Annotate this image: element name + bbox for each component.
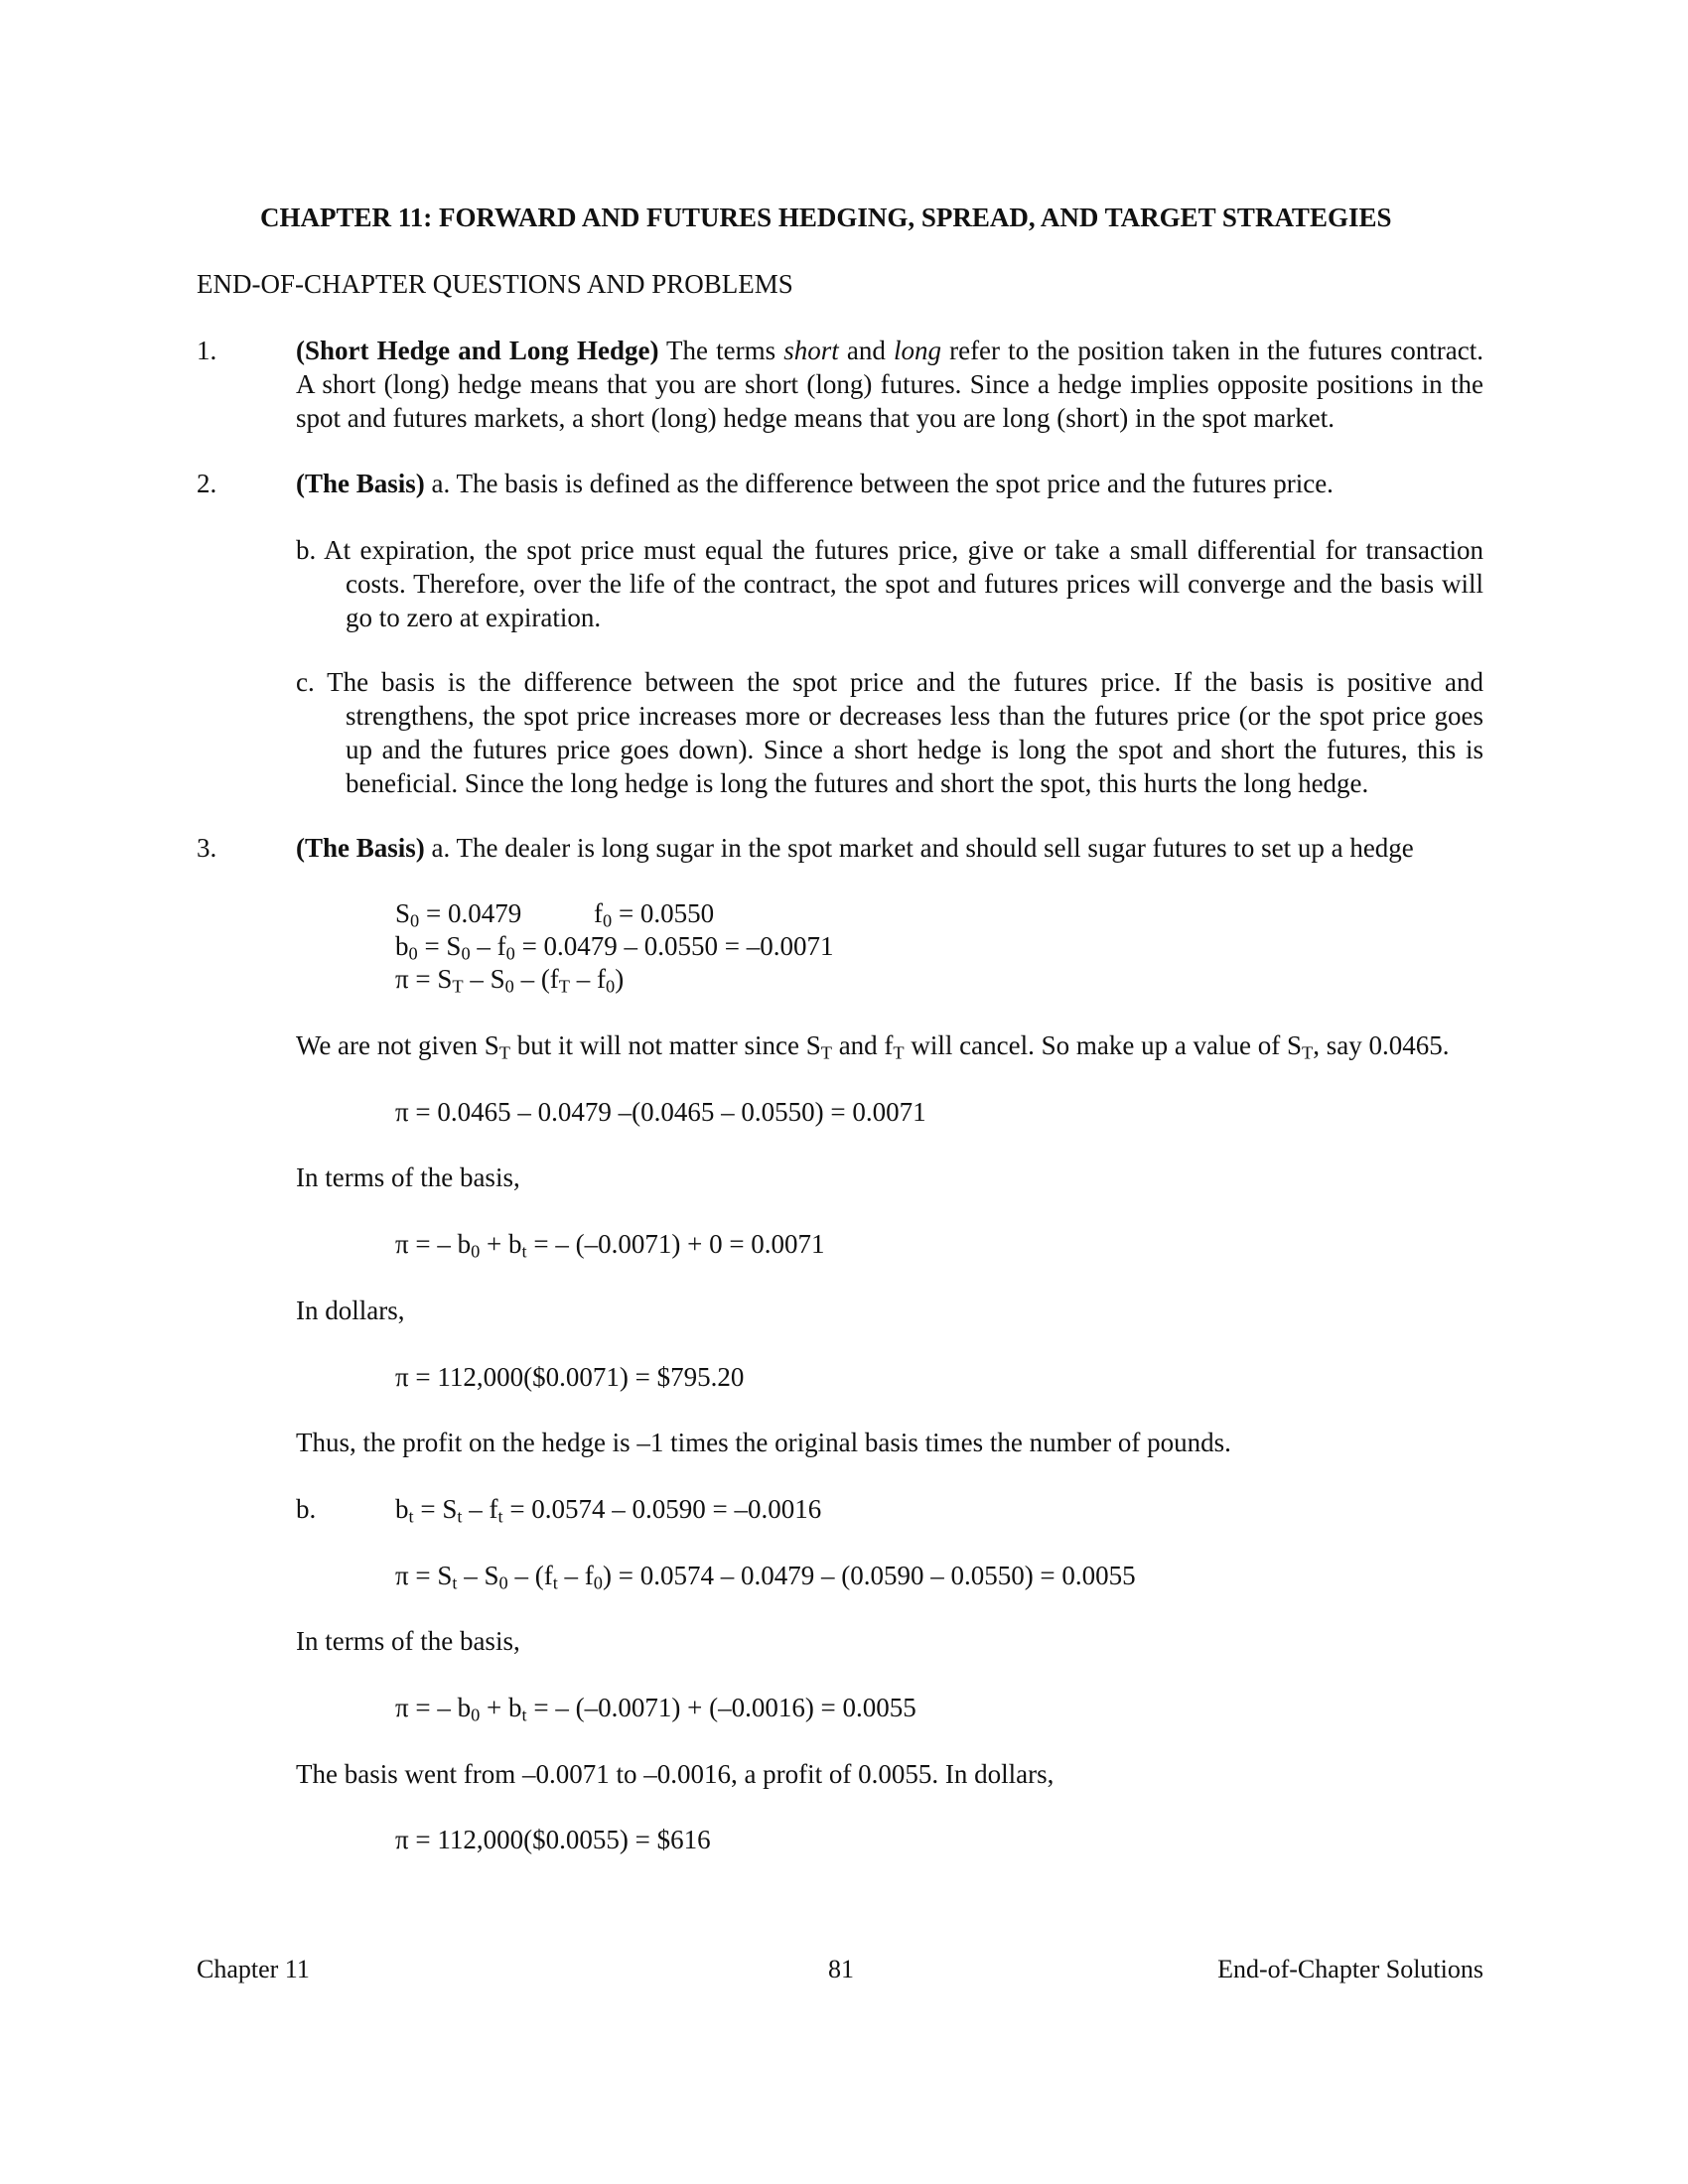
in-terms-of-basis-label-2: In terms of the basis, [296, 1626, 520, 1656]
equation-pi-numeric: π = 0.0465 – 0.0479 –(0.0465 – 0.0550) = 0.0071 [395, 1097, 926, 1127]
not-given-sentence: We are not given $S_T$ but it will not matter since $S_T$ and $f_T$ will cancel. So make up a value of $S_T$, say 0.0465. [296, 1030, 1450, 1063]
question-1-text-part: and [838, 336, 894, 365]
in-terms-of-basis-label: In terms of the basis, [296, 1162, 520, 1192]
equation-s0: $S_0 = 0.0479$ [395, 898, 522, 931]
equation-pi-basis: π = – $b_0 + b_t$ = – (–0.0071) + 0 = 0.0071 [395, 1229, 825, 1262]
equation-rhs: = – (–0.0071) + (–0.0016) = 0.0055 [526, 1693, 916, 1722]
question-1-label: (Short Hedge and Long Hedge) [296, 336, 659, 365]
sentence-part: , say 0.0465. [1313, 1030, 1450, 1060]
equation-pi-dollars: π = 112,000($0.0071) = $795.20 [395, 1362, 745, 1392]
question-3-number: 3. [197, 833, 217, 863]
sentence-part: but it will not matter since S [510, 1030, 821, 1060]
question-3-label: (The Basis) [296, 833, 425, 863]
footer-left: Chapter 11 [197, 1955, 310, 1983]
question-1-text-part: The terms [658, 336, 784, 365]
question-1-short-term: short [783, 336, 839, 365]
page-number: 81 [828, 1955, 854, 1983]
equation-rhs: = 0.0574 – 0.0590 = –0.0016 [502, 1494, 822, 1524]
question-3-part-a-text: a. The dealer is long sugar in the spot market and should sell sugar futures to set up a hedge [424, 833, 1414, 863]
equation-pi-definition: $\pi = S_T - S_0 - (f_T - f_0)$ [395, 964, 625, 997]
question-2-label: (The Basis) [296, 469, 425, 498]
question-2-part-c: c. The basis is the difference between the spot price and the futures price. If the basis is positive and strengthens, the spot price increases more or decreases less than the futures price (or the spot price goes up and the futures price goes down). Since a short hedge is long the spot and short the futures, this is beneficial. Since the long hedge is long the futures and short the spot, this hurts the long hedge. [296, 667, 1483, 798]
section-heading: END-OF-CHAPTER QUESTIONS AND PROBLEMS [197, 269, 793, 299]
sentence-part: We are not given S [296, 1030, 499, 1060]
equation-pi-dollars-part-b: π = 112,000($0.0055) = $616 [395, 1825, 711, 1854]
equation-pi-basis-part-b: π = – $b_0 + b_t$ = – (–0.0071) + (–0.0016) = 0.0055 [395, 1693, 916, 1725]
equation-b0: $b_0 = S_0 - f_0 = 0.0479 - 0.0550 = -0.0071$ [395, 931, 834, 964]
s0-value: 0.0479 [447, 898, 522, 928]
f0-value: 0.0550 [639, 898, 715, 928]
question-3-part-b-label: b. [296, 1494, 317, 1524]
b0-value: 0.0479 – 0.0550 = –0.0071 [543, 931, 834, 961]
footer-right: End-of-Chapter Solutions [1217, 1955, 1483, 1983]
question-3-part-a [296, 831, 1414, 865]
sentence-part: will cancel. So make up a value of S [904, 1030, 1303, 1060]
question-1-text [296, 334, 1483, 435]
equation-f0: $f_0 = 0.0550$ [594, 898, 715, 931]
in-dollars-label: In dollars, [296, 1296, 405, 1325]
question-1-long-term: long [893, 336, 941, 365]
equation-pi-part-b: $\pi = S_t - S_0 - (f_t - f_0) = 0.0574 - 0.0479 - (0.0590 - 0.0550) = 0.0055$ [395, 1561, 1136, 1593]
equation-rhs: ) = 0.0574 – 0.0479 – (0.0590 – 0.0550) = 0.0055 [602, 1561, 1136, 1590]
question-1-number: 1. [197, 336, 217, 365]
thus-sentence: Thus, the profit on the hedge is –1 times the original basis times the number of pounds. [296, 1428, 1231, 1457]
question-2-part-a-text: a. The basis is defined as the difference between the spot price and the futures price. [424, 469, 1334, 498]
basis-went-sentence: The basis went from –0.0071 to –0.0016, a profit of 0.0055. In dollars, [296, 1759, 1055, 1789]
equation-rhs: = – (–0.0071) + 0 = 0.0071 [526, 1229, 825, 1259]
sentence-part: and f [831, 1030, 894, 1060]
equation-bt: $b_t = S_t - f_t = 0.0574 - 0.0590 = -0.0016$ [395, 1494, 822, 1527]
chapter-title: CHAPTER 11: FORWARD AND FUTURES HEDGING, SPREAD, AND TARGET STRATEGIES [260, 203, 1392, 232]
question-1-text-part: refer to the position taken in the futures contract. A short (long) hedge means that you are short (long) futures. Since a hedge implies opposite positions in the spot and futures markets, a short (long) hedge means that you are long (short) in the spot market. [296, 336, 1483, 433]
question-2-part-a [296, 467, 1334, 500]
question-2-part-b: b. At expiration, the spot price must equal the futures price, give or take a small differential for transaction costs. Therefore, over the life of the contract, the spot and futures prices will converge and the basis will go to zero at expiration. [296, 535, 1483, 632]
question-2-number: 2. [197, 469, 217, 498]
